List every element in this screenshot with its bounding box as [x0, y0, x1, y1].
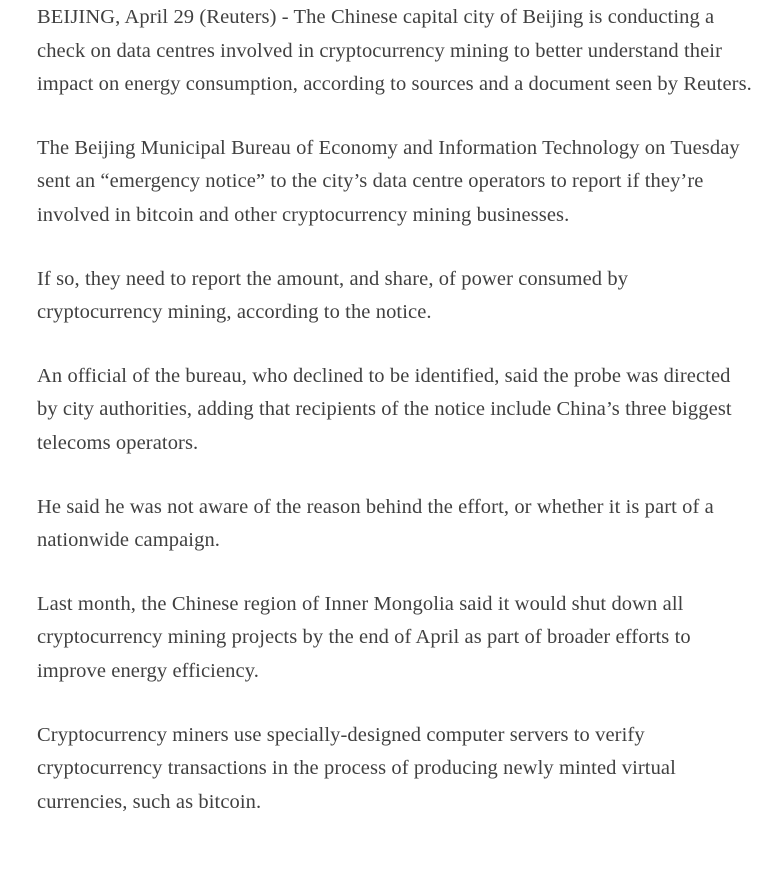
- article-paragraph: BEIJING, April 29 (Reuters) - The Chinese capital city of Beijing is conducting a check on data centres involved in cryptocurrency mining to better understand their impact on energy consumption, according to sources and a document seen by Reuters.: [37, 6, 752, 96]
- article-paragraph: The Beijing Municipal Bureau of Economy and Information Technology on Tuesday sent an “emergency notice” to the city’s data centre operators to report if they’re involved in bitcoin and other cryptocurrency mining businesses.: [37, 136, 740, 226]
- article-paragraph: Last month, the Chinese region of Inner Mongolia said it would shut down all cryptocurrency mining projects by the end of April as part of broader efforts to improve energy efficiency.: [37, 592, 691, 682]
- article-paragraph: If so, they need to report the amount, and share, of power consumed by cryptocurrency mining, according to the notice.: [37, 267, 629, 324]
- article-paragraph: An official of the bureau, who declined to be identified, said the probe was directed by city authorities, adding that recipients of the notice include China’s three biggest telecoms operators.: [37, 364, 732, 454]
- article-paragraph: He said he was not aware of the reason behind the effort, or whether it is part of a nationwide campaign.: [37, 495, 714, 552]
- article-paragraph: Cryptocurrency miners use specially-designed computer servers to verify cryptocurrency transactions in the process of producing newly minted virtual currencies, such as bitcoin.: [37, 723, 676, 813]
